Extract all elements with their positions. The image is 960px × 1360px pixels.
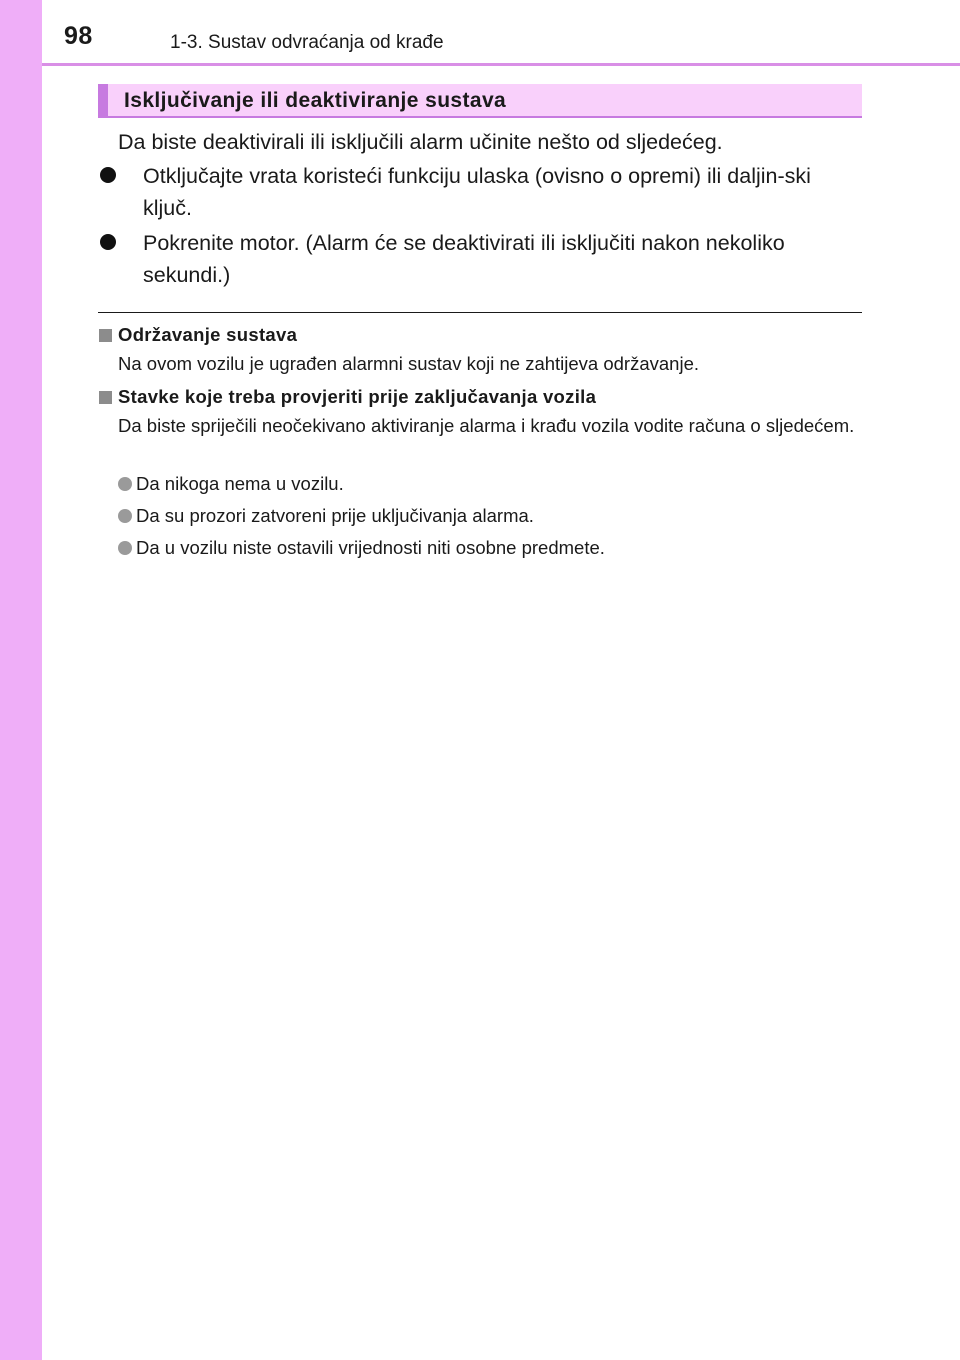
checklist-item: Da su prozori zatvoreni prije uključivanja alarma.: [136, 505, 534, 526]
page-side-band: [0, 0, 42, 1360]
bullet-icon: [118, 477, 132, 491]
bullet-icon: [100, 234, 116, 250]
instruction-item: Pokrenite motor. (Alarm će se deaktivirati ili isključiti nakon nekoliko sekundi.): [143, 231, 785, 287]
checklist-item: Da nikoga nema u vozilu.: [136, 473, 344, 494]
header-rule: [42, 63, 960, 66]
note-heading: Stavke koje treba provjeriti prije zaključavanja vozila: [118, 386, 597, 407]
section-divider: [98, 312, 862, 313]
page-number: 98: [64, 22, 93, 50]
instruction-item: Otključajte vrata koristeći funkciju ulaska (ovisno o opremi) ili daljin-ski ključ.: [143, 164, 811, 220]
note-text: Da biste spriječili neočekivano aktiviranje alarma i krađu vozila vodite računa o sljedećem.: [118, 415, 855, 436]
bullet-icon: [118, 509, 132, 523]
section-heading-bar: [98, 84, 862, 118]
section-intro: Da biste deaktivirali ili isključili alarm učinite nešto od sljedećeg.: [118, 130, 723, 154]
square-bullet-icon: [99, 391, 112, 404]
note-text: Na ovom vozilu je ugrađen alarmni sustav koji ne zahtijeva održavanje.: [118, 353, 699, 374]
bullet-icon: [118, 541, 132, 555]
checklist-item: Da u vozilu niste ostavili vrijednosti niti osobne predmete.: [136, 537, 605, 558]
square-bullet-icon: [99, 329, 112, 342]
note-heading: Održavanje sustava: [118, 324, 298, 345]
running-head: 1-3. Sustav odvraćanja od krađe: [170, 32, 444, 53]
bullet-icon: [100, 167, 116, 183]
section-title: Isključivanje ili deaktiviranje sustava: [124, 89, 507, 112]
